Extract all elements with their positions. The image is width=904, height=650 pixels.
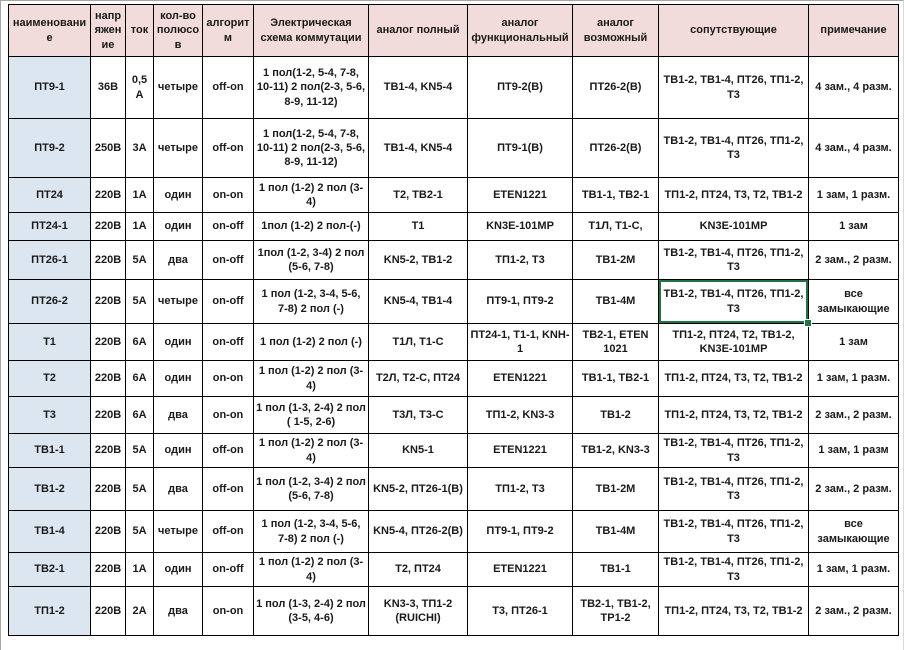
- row-name-cell[interactable]: ПТ24-1: [9, 213, 91, 241]
- table-cell[interactable]: on-on: [203, 397, 254, 434]
- table-cell[interactable]: KN5-4, ТВ1-4: [369, 280, 468, 324]
- table-cell[interactable]: ТП1-2, ПТ24, Т3, Т2, ТВ1-2: [659, 397, 809, 434]
- table-cell[interactable]: ТВ1-4, KN5-4: [369, 57, 468, 119]
- table-cell[interactable]: 2 зам., 2 разм.: [809, 587, 899, 636]
- table-row: [9, 57, 899, 119]
- table-cell[interactable]: 220В: [91, 361, 126, 397]
- table-cell[interactable]: 1 пол (1-2, 3-4) 2 пол (5-6, 7-8): [254, 468, 369, 511]
- table-row: [9, 468, 899, 511]
- table-cell[interactable]: 2 зам., 2 разм.: [809, 241, 899, 280]
- table-cell[interactable]: два: [154, 397, 203, 434]
- table-cell[interactable]: 6А: [126, 361, 154, 397]
- table-cell[interactable]: 220В: [91, 397, 126, 434]
- table-cell[interactable]: 5А: [126, 434, 154, 468]
- table-cell[interactable]: 220В: [91, 587, 126, 636]
- table-cell[interactable]: ТП1-2, Т3: [468, 241, 573, 280]
- table-cell[interactable]: 1А: [126, 553, 154, 587]
- row-name-cell[interactable]: Т3: [9, 397, 91, 434]
- table-cell[interactable]: 1А: [126, 178, 154, 213]
- row-name-cell[interactable]: ПТ26-1: [9, 241, 91, 280]
- table-row: [9, 553, 899, 587]
- table-cell[interactable]: 1 пол(1-2, 5-4, 7-8, 10-11) 2 пол(2-3, 5-6, 8-9, 11-12): [254, 57, 369, 119]
- table-cell[interactable]: Т2, ТВ2-1: [369, 178, 468, 213]
- table-cell[interactable]: ТВ1-2: [573, 397, 659, 434]
- table-cell[interactable]: четыре: [154, 119, 203, 178]
- table-cell[interactable]: on-on: [203, 178, 254, 213]
- table-cell[interactable]: четыре: [154, 280, 203, 324]
- table-cell[interactable]: 220В: [91, 178, 126, 213]
- table-row: [9, 280, 899, 324]
- table-cell[interactable]: 1 зам, 1 разм.: [809, 361, 899, 397]
- table-cell[interactable]: ТВ1-2, ТВ1-4, ПТ26, ТП1-2, Т3: [659, 511, 809, 553]
- table-cell[interactable]: 6А: [126, 397, 154, 434]
- table-cell[interactable]: 1пол (1-2, 3-4) 2 пол (5-6, 7-8): [254, 241, 369, 280]
- table-cell[interactable]: on-off: [203, 553, 254, 587]
- table-cell[interactable]: 1 пол (1-2) 2 пол (3-4): [254, 434, 369, 468]
- table-cell[interactable]: ТВ2-1, ETEN 1021: [573, 324, 659, 361]
- table-cell[interactable]: 1 зам: [809, 213, 899, 241]
- table-cell[interactable]: 220В: [91, 434, 126, 468]
- table-cell[interactable]: 5А: [126, 511, 154, 553]
- table-cell[interactable]: KN3-3, ТП1-2 (RUICHI): [369, 587, 468, 636]
- table-cell[interactable]: ТВ1-1, ТВ2-1: [573, 178, 659, 213]
- table-cell[interactable]: KN5-2, ТВ1-2: [369, 241, 468, 280]
- table-cell[interactable]: 220В: [91, 553, 126, 587]
- table-cell[interactable]: ТВ1-2, ТВ1-4, ПТ26, ТП1-2, Т3: [659, 119, 809, 178]
- table-cell[interactable]: один: [154, 553, 203, 587]
- table-cell[interactable]: Т2Л, Т2-С, ПТ24: [369, 361, 468, 397]
- table-cell[interactable]: ТВ1-2, ТВ1-4, ПТ26, ТП1-2, Т3: [659, 241, 809, 280]
- table-cell[interactable]: Т1: [369, 213, 468, 241]
- table-row: [9, 119, 899, 178]
- table-cell[interactable]: ТВ1-2, KN3-3: [573, 434, 659, 468]
- table-cell[interactable]: ТП1-2, ПТ24, Т3, Т2, ТВ1-2: [659, 361, 809, 397]
- table-cell[interactable]: KN5-4, ПТ26-2(В): [369, 511, 468, 553]
- table-cell[interactable]: 220В: [91, 241, 126, 280]
- row-name-cell[interactable]: Т1: [9, 324, 91, 361]
- table-cell[interactable]: KN3E-101MP: [468, 213, 573, 241]
- table-cell[interactable]: 1А: [126, 213, 154, 241]
- table-header-row: [9, 5, 899, 57]
- table-cell[interactable]: все замыкающие: [809, 511, 899, 553]
- table-cell[interactable]: ТВ1-4, KN5-4: [369, 119, 468, 178]
- row-name-cell[interactable]: ТВ1-2: [9, 468, 91, 511]
- column-header-cell[interactable]: примечание: [809, 5, 899, 57]
- table-cell[interactable]: Т1Л, Т1-С,: [573, 213, 659, 241]
- table-cell[interactable]: 3А: [126, 119, 154, 178]
- table-cell[interactable]: два: [154, 241, 203, 280]
- column-header-cell[interactable]: наименование: [9, 5, 91, 57]
- table-cell[interactable]: два: [154, 468, 203, 511]
- table-cell[interactable]: ПТ26-2(В): [573, 57, 659, 119]
- table-cell[interactable]: 5А: [126, 280, 154, 324]
- table-row: [9, 324, 899, 361]
- selected-cell[interactable]: ТВ1-2, ТВ1-4, ПТ26, ТП1-2, Т3: [659, 280, 809, 324]
- row-name-cell[interactable]: ПТ9-2: [9, 119, 91, 178]
- table-cell[interactable]: 1пол (1-2) 2 пол-(-): [254, 213, 369, 241]
- table-cell[interactable]: 1 зам, 1 разм.: [809, 178, 899, 213]
- header-row: [9, 5, 899, 57]
- row-name-cell[interactable]: ПТ9-1: [9, 57, 91, 119]
- table-cell[interactable]: один: [154, 361, 203, 397]
- table-cell[interactable]: ETEN1221: [468, 553, 573, 587]
- column-header-cell[interactable]: напряжение: [91, 5, 126, 57]
- table-cell[interactable]: 250В: [91, 119, 126, 178]
- table-cell[interactable]: Т1Л, Т1-С: [369, 324, 468, 361]
- table-cell[interactable]: 36В: [91, 57, 126, 119]
- table-cell[interactable]: 6А: [126, 324, 154, 361]
- table-cell[interactable]: 4 зам., 4 разм.: [809, 119, 899, 178]
- table-cell[interactable]: ПТ9-1(В): [468, 119, 573, 178]
- table-cell[interactable]: ETEN1221: [468, 178, 573, 213]
- table-row: [9, 213, 899, 241]
- table-cell[interactable]: 220В: [91, 324, 126, 361]
- table-row: [9, 241, 899, 280]
- table-row: [9, 434, 899, 468]
- table-cell[interactable]: 2А: [126, 587, 154, 636]
- table-cell[interactable]: KN5-1: [369, 434, 468, 468]
- column-header-cell[interactable]: аналог возможный: [573, 5, 659, 57]
- table-cell[interactable]: 1 зам: [809, 324, 899, 361]
- table-cell[interactable]: два: [154, 587, 203, 636]
- table-cell[interactable]: Т2, ПТ24: [369, 553, 468, 587]
- table-cell[interactable]: ETEN1221: [468, 361, 573, 397]
- table-cell[interactable]: ТП1-2, ПТ24, Т3, Т2, ТВ1-2: [659, 587, 809, 636]
- table-cell[interactable]: 5А: [126, 468, 154, 511]
- table-cell[interactable]: ТВ2-1, ТВ1-2, ТР1-2: [573, 587, 659, 636]
- table-cell[interactable]: ПТ9-1, ПТ9-2: [468, 511, 573, 553]
- table-cell[interactable]: 1 зам, 1 разм: [809, 434, 899, 468]
- table-cell[interactable]: Т3, ПТ26-1: [468, 587, 573, 636]
- table-cell[interactable]: один: [154, 434, 203, 468]
- table-cell[interactable]: один: [154, 324, 203, 361]
- table-cell[interactable]: 1 пол (1-2) 2 пол (3-4): [254, 178, 369, 213]
- table-cell[interactable]: ТВ1-2, ТВ1-4, ПТ26, ТП1-2, Т3: [659, 468, 809, 511]
- table-body: [9, 57, 899, 636]
- table-row: [9, 361, 899, 397]
- table-cell[interactable]: off-on: [203, 511, 254, 553]
- row-name-cell[interactable]: ТВ1-1: [9, 434, 91, 468]
- table-cell[interactable]: 1 пол (1-2, 3-4, 5-6, 7-8) 2 пол (-): [254, 280, 369, 324]
- column-header-cell[interactable]: кол-во полюсов: [154, 5, 203, 57]
- table-cell[interactable]: 1 пол (1-3, 2-4) 2 пол (3-5, 4-6): [254, 587, 369, 636]
- table-cell[interactable]: off-on: [203, 468, 254, 511]
- table-cell[interactable]: ТВ1-4М: [573, 511, 659, 553]
- table-cell[interactable]: 2 зам., 2 разм.: [809, 468, 899, 511]
- table-cell[interactable]: on-off: [203, 280, 254, 324]
- table-cell[interactable]: off-on: [203, 434, 254, 468]
- table-cell[interactable]: 1 пол (1-3, 2-4) 2 пол ( 1-5, 2-6): [254, 397, 369, 434]
- table-cell[interactable]: 1 пол(1-2, 5-4, 7-8, 10-11) 2 пол(2-3, 5-6, 8-9, 11-12): [254, 119, 369, 178]
- column-header-cell[interactable]: алгоритм: [203, 5, 254, 57]
- row-name-cell[interactable]: ТВ2-1: [9, 553, 91, 587]
- parts-table: [8, 4, 899, 636]
- table-cell[interactable]: on-off: [203, 213, 254, 241]
- table-row: [9, 587, 899, 636]
- table-cell[interactable]: 0,5 А: [126, 57, 154, 119]
- table-cell[interactable]: четыре: [154, 57, 203, 119]
- table-row: [9, 178, 899, 213]
- table-cell[interactable]: ТВ1-2, ТВ1-4, ПТ26, ТП1-2, Т3: [659, 57, 809, 119]
- table-cell[interactable]: ETEN1221: [468, 434, 573, 468]
- column-header-cell[interactable]: аналог полный: [369, 5, 468, 57]
- table-cell[interactable]: ТВ1-4М: [573, 280, 659, 324]
- table-cell[interactable]: ТВ1-2, ТВ1-4, ПТ26, ТП1-2, Т3: [659, 434, 809, 468]
- table-cell[interactable]: ПТ24-1, Т1-1, KNH-1: [468, 324, 573, 361]
- table-cell[interactable]: Т3Л, Т3-С: [369, 397, 468, 434]
- column-header-cell[interactable]: аналог функциональный: [468, 5, 573, 57]
- table-cell[interactable]: KN3E-101MP: [659, 213, 809, 241]
- table-cell[interactable]: 220В: [91, 280, 126, 324]
- row-name-cell[interactable]: ПТ26-2: [9, 280, 91, 324]
- table-cell[interactable]: on-on: [203, 587, 254, 636]
- table-cell[interactable]: ТВ1-1, ТВ2-1: [573, 361, 659, 397]
- table-cell[interactable]: ТП1-2, ПТ24, Т2, ТВ1-2, KN3E-101МР: [659, 324, 809, 361]
- table-cell[interactable]: 220В: [91, 213, 126, 241]
- table-cell[interactable]: ПТ26-2(В): [573, 119, 659, 178]
- table-cell[interactable]: ТП1-2, Т3: [468, 468, 573, 511]
- table-cell[interactable]: off-on: [203, 57, 254, 119]
- table-cell[interactable]: ТВ1-2М: [573, 468, 659, 511]
- table-cell[interactable]: 5А: [126, 241, 154, 280]
- table-cell[interactable]: on-off: [203, 241, 254, 280]
- table-cell[interactable]: 220В: [91, 511, 126, 553]
- row-name-cell[interactable]: Т2: [9, 361, 91, 397]
- table-cell[interactable]: один: [154, 178, 203, 213]
- table-cell[interactable]: четыре: [154, 511, 203, 553]
- table-cell[interactable]: один: [154, 213, 203, 241]
- table-cell[interactable]: off-on: [203, 119, 254, 178]
- table-cell[interactable]: ПТ9-1, ПТ9-2: [468, 280, 573, 324]
- table-cell[interactable]: 1 пол (1-2) 2 пол (3-4): [254, 361, 369, 397]
- table-cell[interactable]: on-off: [203, 324, 254, 361]
- table-cell[interactable]: ТП1-2, KN3-3: [468, 397, 573, 434]
- table-cell[interactable]: 220В: [91, 468, 126, 511]
- table-cell[interactable]: on-on: [203, 361, 254, 397]
- table-cell[interactable]: 1 пол (1-2) 2 пол (-): [254, 324, 369, 361]
- table-cell[interactable]: ТВ1-2М: [573, 241, 659, 280]
- table-cell[interactable]: ТВ1-2, ТВ1-4, ПТ26, ТП1-2, Т3: [659, 553, 809, 587]
- table-row: [9, 511, 899, 553]
- column-header-cell[interactable]: Электрическая схема коммутации: [254, 5, 369, 57]
- table-row: [9, 397, 899, 434]
- table-cell[interactable]: 4 зам., 4 разм.: [809, 57, 899, 119]
- column-header-cell[interactable]: ток: [126, 5, 154, 57]
- row-name-cell[interactable]: ТП1-2: [9, 587, 91, 636]
- table-cell[interactable]: все замыкающие: [809, 280, 899, 324]
- row-name-cell[interactable]: ТВ1-4: [9, 511, 91, 553]
- table-cell[interactable]: 1 зам, 1 разм.: [809, 553, 899, 587]
- table-cell[interactable]: 1 пол (1-2, 3-4, 5-6, 7-8) 2 пол (-): [254, 511, 369, 553]
- table-cell[interactable]: ТП1-2, ПТ24, Т3, Т2, ТВ1-2: [659, 178, 809, 213]
- table-cell[interactable]: ТВ1-1: [573, 553, 659, 587]
- table-cell[interactable]: ПТ9-2(В): [468, 57, 573, 119]
- row-name-cell[interactable]: ПТ24: [9, 178, 91, 213]
- table-cell[interactable]: 1 пол (1-2) 2 пол (3-4): [254, 553, 369, 587]
- table-cell[interactable]: 2 зам., 2 разм.: [809, 397, 899, 434]
- table-cell[interactable]: KN5-2, ПТ26-1(В): [369, 468, 468, 511]
- column-header-cell[interactable]: сопутствующие: [659, 5, 809, 57]
